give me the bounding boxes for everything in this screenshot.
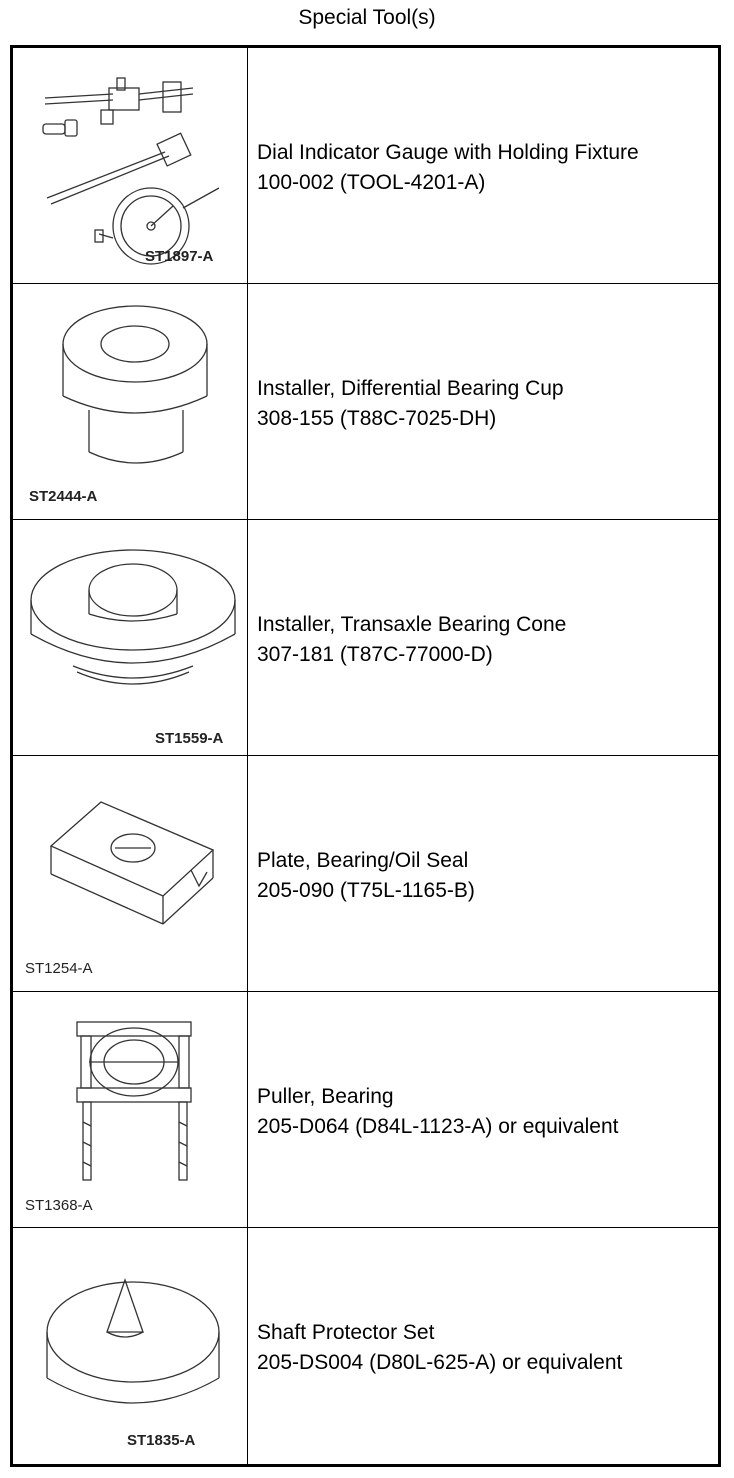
tool-number: 308-155 (T88C-7025-DH): [257, 407, 497, 430]
tool-name: Plate, Bearing/Oil Seal: [257, 849, 469, 872]
shaft-protector-illustration: [13, 1228, 247, 1464]
bearing-cone-installer-illustration: [13, 520, 247, 756]
tool-description: [257, 1082, 717, 1142]
tool-illustration-cell: [13, 756, 248, 991]
tool-number: 205-D064 (D84L-1123-A) or equivalent: [257, 1115, 619, 1138]
tool-name: Puller, Bearing: [257, 1085, 394, 1108]
tool-name: Dial Indicator Gauge with Holding Fixture: [257, 141, 639, 164]
bearing-plate-illustration: [13, 756, 247, 992]
table-row: [13, 1228, 718, 1464]
table-row: [13, 284, 718, 520]
illustration-code: ST1897-A: [145, 248, 214, 265]
tool-illustration-cell: [13, 284, 248, 519]
table-row: [13, 48, 718, 284]
page-title: Special Tool(s): [298, 6, 436, 29]
bearing-puller-illustration: [13, 992, 247, 1228]
tool-name: Shaft Protector Set: [257, 1321, 435, 1344]
illustration-code: ST1254-A: [25, 960, 93, 977]
table-row: [13, 992, 718, 1228]
table-row: [13, 520, 718, 756]
tool-illustration-cell: [13, 1228, 248, 1464]
tool-description: [257, 1318, 717, 1378]
tool-description: [257, 846, 717, 906]
tool-number: 307-181 (T87C-77000-D): [257, 643, 493, 666]
illustration-code: ST1559-A: [155, 730, 224, 747]
tool-description: [257, 374, 717, 434]
tool-illustration-cell: [13, 520, 248, 755]
tool-description: [257, 138, 717, 198]
tool-number: 100-002 (TOOL-4201-A): [257, 171, 486, 194]
tool-name: Installer, Transaxle Bearing Cone: [257, 613, 567, 636]
tool-number: 205-DS004 (D80L-625-A) or equivalent: [257, 1351, 623, 1374]
tool-name: Installer, Differential Bearing Cup: [257, 377, 564, 400]
illustration-code: ST1368-A: [25, 1197, 93, 1214]
illustration-code: ST2444-A: [29, 488, 98, 505]
tool-illustration-cell: [13, 992, 248, 1227]
bearing-cup-installer-illustration: [13, 284, 247, 520]
illustration-code: ST1835-A: [127, 1432, 196, 1449]
tool-number: 205-090 (T75L-1165-B): [257, 879, 475, 902]
tool-description: [257, 610, 717, 670]
tool-illustration-cell: [13, 48, 248, 283]
table-row: [13, 756, 718, 992]
special-tools-table: [10, 45, 721, 1467]
